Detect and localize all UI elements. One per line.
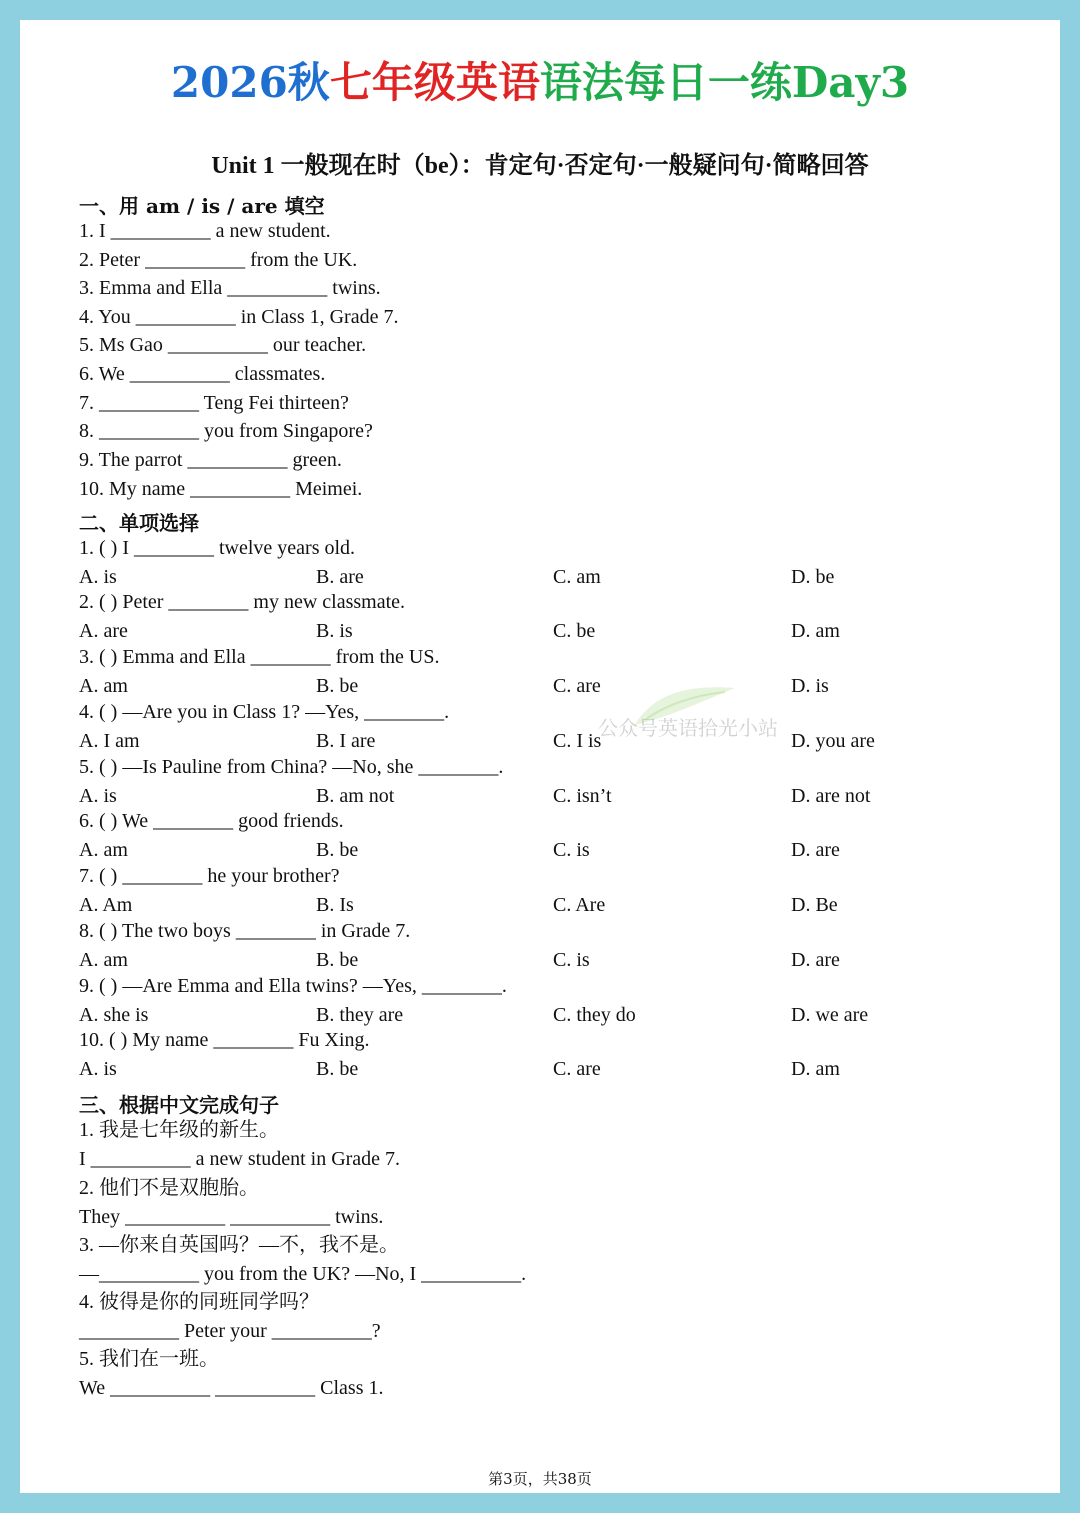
fill-item: 2. Peter __________ from the UK. [79, 249, 358, 271]
fill-item: 9. The parrot __________ green. [79, 449, 342, 471]
mc-option-c: C. is [553, 839, 590, 861]
watermark-text: 公众号英语拾光小站 [598, 716, 778, 740]
mc-option-b: B. I are [316, 730, 376, 752]
fill-item: 7. __________ Teng Fei thirteen? [79, 392, 349, 414]
mc-option-a: A. Am [79, 894, 133, 916]
translate-prompt: 5. 我们在一班。 [79, 1348, 219, 1370]
mc-option-d: D. are [791, 949, 840, 971]
translate-answer: __________ Peter your __________? [79, 1320, 381, 1342]
title-part-1: 2026秋 [170, 58, 330, 107]
fill-item: 10. My name __________ Meimei. [79, 478, 363, 500]
mc-option-d: D. am [791, 620, 840, 642]
section3-heading: 三、根据中文完成句子 [79, 1093, 279, 1117]
mc-option-b: B. be [316, 675, 359, 697]
fill-item: 3. Emma and Ella __________ twins. [79, 277, 381, 299]
section1-heading: 一、用 am / is / are 填空 [79, 194, 325, 218]
mc-option-a: A. I am [79, 730, 140, 752]
translate-answer: —__________ you from the UK? —No, I __________. [79, 1263, 527, 1285]
fill-item: 6. We __________ classmates. [79, 363, 326, 385]
mc-option-a: A. is [79, 566, 117, 588]
mc-option-d: D. am [791, 1058, 840, 1080]
mc-option-b: B. Is [316, 894, 354, 916]
translate-answer: We __________ __________ Class 1. [79, 1377, 384, 1399]
mc-option-d: D. Be [791, 894, 838, 916]
mc-question: 6. ( ) We ________ good friends. [79, 810, 344, 832]
mc-question: 8. ( ) The two boys ________ in Grade 7. [79, 920, 411, 942]
mc-option-c: C. Are [553, 894, 606, 916]
mc-option-c: C. isn’t [553, 785, 612, 807]
mc-option-b: B. are [316, 566, 364, 588]
fill-item: 4. You __________ in Class 1, Grade 7. [79, 306, 399, 328]
mc-option-d: D. we are [791, 1004, 869, 1026]
mc-option-b: B. be [316, 949, 359, 971]
mc-question: 3. ( ) Emma and Ella ________ from the US. [79, 646, 440, 668]
mc-option-d: D. are [791, 839, 840, 861]
mc-option-d: D. you are [791, 730, 875, 752]
title-part-3: 语法每日一练Day3 [539, 58, 910, 107]
translate-prompt: 3. —你来自英国吗？—不，我不是。 [79, 1234, 399, 1256]
translate-answer: I __________ a new student in Grade 7. [79, 1148, 401, 1170]
translate-prompt: 1. 我是七年级的新生。 [79, 1119, 279, 1141]
translate-prompt: 4. 彼得是你的同班同学吗？ [79, 1291, 319, 1313]
mc-question: 5. ( ) —Is Pauline from China? —No, she ________. [79, 756, 504, 778]
fill-item: 5. Ms Gao __________ our teacher. [79, 334, 367, 356]
mc-option-b: B. am not [316, 785, 395, 807]
mc-option-a: A. is [79, 785, 117, 807]
translate-answer: They __________ __________ twins. [79, 1206, 384, 1228]
mc-question: 10. ( ) My name ________ Fu Xing. [79, 1029, 370, 1051]
title-part-2: 七年级英语 [329, 58, 540, 107]
mc-question: 9. ( ) —Are Emma and Ella twins? —Yes, ________. [79, 975, 507, 997]
mc-question: 2. ( ) Peter ________ my new classmate. [79, 591, 406, 613]
mc-option-d: D. is [791, 675, 829, 697]
mc-option-d: D. be [791, 566, 835, 588]
mc-option-a: A. is [79, 1058, 117, 1080]
worksheet-page [20, 20, 1060, 1493]
mc-option-b: B. they are [316, 1004, 404, 1026]
mc-question: 7. ( ) ________ he your brother? [79, 865, 340, 887]
mc-option-a: A. she is [79, 1004, 149, 1026]
mc-option-c: C. are [553, 1058, 601, 1080]
section2-heading: 二、单项选择 [79, 511, 199, 535]
page-title [20, 50, 1060, 110]
mc-option-c: C. am [553, 566, 601, 588]
page-subtitle: Unit 1 一般现在时（be）：肯定句·否定句·一般疑问句·简略回答 [211, 153, 869, 179]
mc-question: 4. ( ) —Are you in Class 1? —Yes, ________. [79, 701, 450, 723]
mc-option-a: A. are [79, 620, 128, 642]
mc-option-b: B. is [316, 620, 353, 642]
page-footer: 第3页，共38页 [488, 1470, 592, 1488]
mc-option-a: A. am [79, 949, 128, 971]
mc-option-a: A. am [79, 839, 128, 861]
mc-option-b: B. be [316, 839, 359, 861]
mc-option-a: A. am [79, 675, 128, 697]
mc-option-c: C. they do [553, 1004, 636, 1026]
translate-prompt: 2. 他们不是双胞胎。 [79, 1177, 259, 1199]
fill-item: 8. __________ you from Singapore? [79, 420, 373, 442]
mc-option-c: C. are [553, 675, 601, 697]
mc-option-c: C. I is [553, 730, 602, 752]
fill-item: 1. I __________ a new student. [79, 220, 331, 242]
mc-option-c: C. is [553, 949, 590, 971]
mc-option-b: B. be [316, 1058, 359, 1080]
mc-question: 1. ( ) I ________ twelve years old. [79, 537, 356, 559]
mc-option-c: C. be [553, 620, 596, 642]
mc-option-d: D. are not [791, 785, 871, 807]
